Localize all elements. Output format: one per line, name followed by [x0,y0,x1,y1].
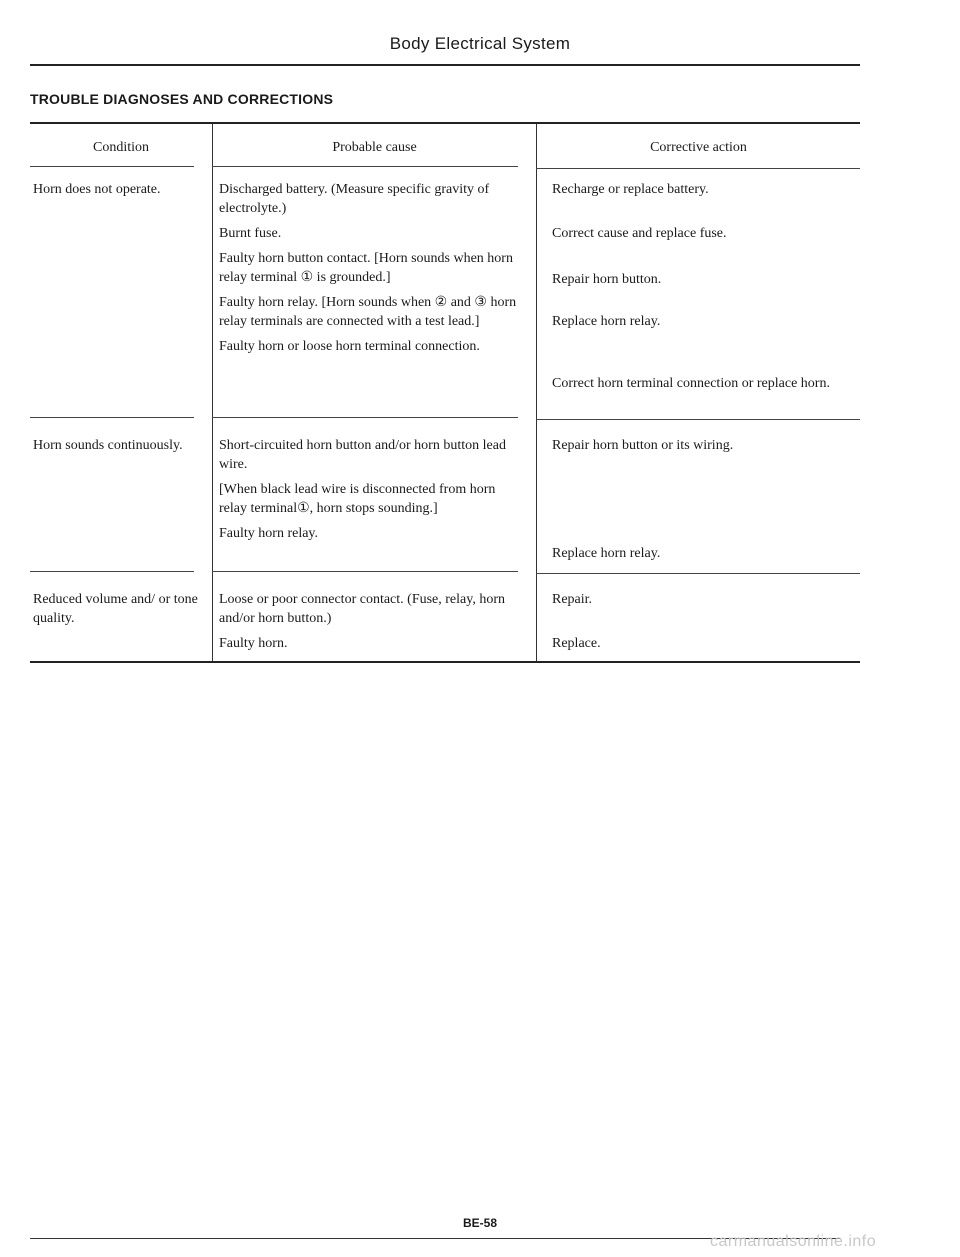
header-rule-cause [212,166,518,167]
condition-cell [33,590,208,628]
cause-item: Faulty horn relay. [219,526,319,541]
header-probable-cause: Probable cause [332,140,417,155]
cause-item: Faulty horn. [219,636,288,651]
cause-item: Faulty horn relay. [Horn sounds when ② and ③ horn relay terminals are connected with a test lead.] [219,295,517,329]
action-item: Recharge or replace battery. [552,182,709,197]
condition-cell [33,436,208,455]
row-divider [30,571,194,572]
cause-cell [219,590,519,659]
condition-text: Horn sounds continuously. [33,438,183,453]
row-divider [536,419,860,420]
header-corrective-action: Corrective action [650,140,747,155]
header-rule-action [536,168,860,169]
column-divider [212,124,213,662]
header-rule [30,64,860,66]
page-header: Body Electrical System [389,34,571,53]
cause-cell [219,436,519,549]
header-condition: Condition [92,140,149,155]
cause-item: Short-circuited horn button and/or horn button lead wire. [219,438,506,472]
cause-item: Faulty horn or loose horn terminal connection. [219,339,480,354]
action-item: Repair horn button or its wiring. [552,438,734,453]
action-item: Correct cause and replace fuse. [552,226,727,241]
section-title: TROUBLE DIAGNOSES AND CORRECTIONS [30,91,334,107]
cause-item: [When black lead wire is disconnected from horn relay terminal①, horn stops sounding.] [219,482,496,516]
action-item: Repair horn button. [552,272,662,287]
table-bottom-rule [30,661,860,663]
cause-cell [219,180,519,362]
row-divider [212,571,518,572]
cause-item: Loose or poor connector contact. (Fuse, relay, horn and/or horn button.) [219,592,505,626]
page-number: BE-58 [462,1216,497,1230]
action-item: Replace. [552,636,601,651]
condition-text: Reduced volume and/ or tone quality. [33,592,198,626]
action-item: Correct horn terminal connection or replace horn. [552,376,830,391]
cause-item: Discharged battery. (Measure specific gravity of electrolyte.) [219,182,490,216]
column-divider [536,124,537,662]
header-rule-condition [30,166,194,167]
row-divider [212,417,518,418]
table-top-rule [30,122,860,124]
cause-item: Faulty horn button contact. [Horn sounds when horn relay terminal ① is grounded.] [219,251,513,285]
condition-text: Horn does not operate. [33,182,161,197]
action-item: Replace horn relay. [552,546,661,561]
action-item: Replace horn relay. [552,314,661,329]
watermark: carmanualsonline.info [710,1233,877,1250]
row-divider [30,417,194,418]
row-divider [536,573,860,574]
condition-cell [33,180,208,199]
cause-item: Burnt fuse. [219,226,282,241]
action-item: Repair. [552,592,593,607]
